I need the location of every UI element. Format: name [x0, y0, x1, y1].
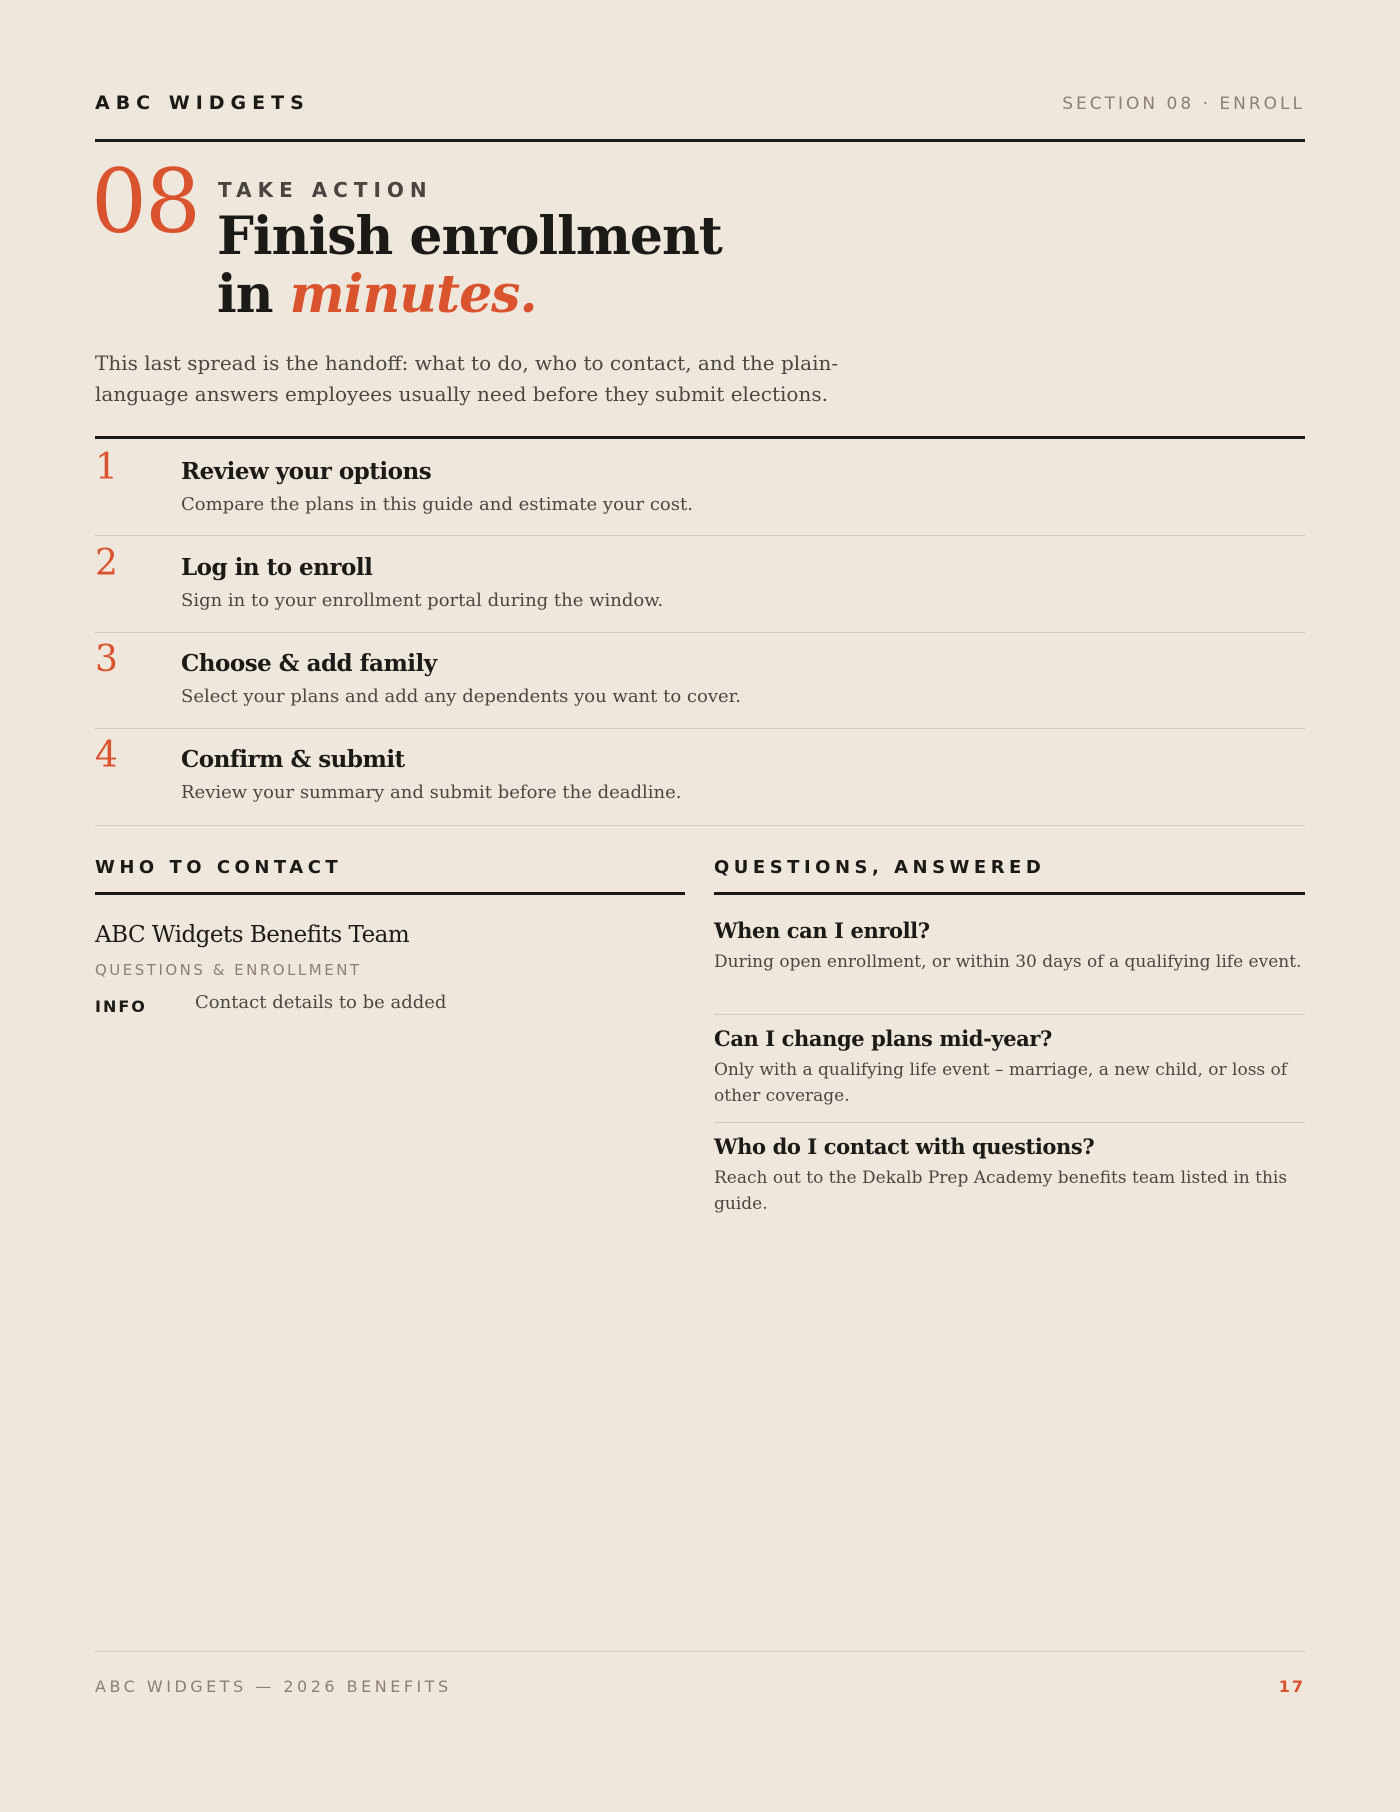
- faq-question: When can I enroll?: [714, 918, 930, 943]
- step-item: [95, 632, 1305, 728]
- step-divider: [95, 825, 1305, 826]
- step-number: 2: [95, 543, 118, 584]
- footer-label: ABC WIDGETS — 2026 BENEFITS: [95, 1677, 452, 1696]
- eyebrow-label: TAKE ACTION: [218, 178, 433, 202]
- section-number: 08: [91, 150, 199, 253]
- step-title: Choose & add family: [181, 650, 437, 677]
- page: [91, 0, 1305, 1812]
- contact-subtitle: QUESTIONS & ENROLLMENT: [95, 961, 362, 979]
- page-number: 17: [1278, 1677, 1305, 1696]
- title-line-2: [217, 266, 722, 324]
- title-accent: minutes.: [289, 264, 537, 325]
- faq-answer: During open enrollment, or within 30 days of a qualifying life event.: [714, 952, 1302, 972]
- step-number: 3: [95, 639, 118, 680]
- section-label: SECTION 08 · ENROLL: [1062, 94, 1305, 114]
- faq-item: [714, 918, 1305, 975]
- contact-heading-divider: [95, 892, 685, 895]
- faq-divider: [714, 1014, 1305, 1015]
- steps-top-divider: [95, 436, 1305, 439]
- faq-question: Who do I contact with questions?: [714, 1134, 1095, 1159]
- step-number: 4: [95, 735, 118, 776]
- step-item: [95, 536, 1305, 632]
- info-value: Contact details to be added: [195, 992, 447, 1013]
- step-number: 1: [95, 447, 118, 488]
- contact-heading: WHO TO CONTACT: [95, 857, 343, 878]
- info-label: INFO: [95, 997, 147, 1016]
- footer-divider: [95, 1651, 1305, 1652]
- faq-item: [714, 1026, 1305, 1109]
- step-item: [95, 728, 1305, 824]
- page-header: [95, 92, 1305, 116]
- title-line-1: Finish enrollment: [217, 206, 722, 267]
- step-item: [95, 440, 1305, 536]
- step-description: Select your plans and add any dependents you want to cover.: [181, 686, 741, 707]
- step-description: Review your summary and submit before the deadline.: [181, 782, 682, 803]
- page-title: [217, 208, 722, 324]
- brand-name: ABC WIDGETS: [95, 92, 310, 114]
- step-title: Review your options: [181, 458, 432, 485]
- faq-heading: QUESTIONS, ANSWERED: [714, 857, 1046, 878]
- step-title: Log in to enroll: [181, 554, 373, 581]
- step-title: Confirm & submit: [181, 746, 405, 773]
- faq-item: [714, 1134, 1305, 1217]
- faq-heading-divider: [714, 892, 1305, 895]
- title-line-2-prefix: in: [217, 264, 290, 325]
- step-description: Compare the plans in this guide and estimate your cost.: [181, 494, 693, 515]
- intro-paragraph: This last spread is the handoff: what to do, who to contact, and the plain-language answers employees usually need before they submit elections.: [95, 351, 839, 406]
- contact-team-name: ABC Widgets Benefits Team: [95, 922, 410, 948]
- faq-answer: Only with a qualifying life event – marriage, a new child, or loss of other coverage.: [714, 1060, 1288, 1106]
- faq-question: Can I change plans mid-year?: [714, 1026, 1052, 1051]
- faq-answer: Reach out to the Dekalb Prep Academy benefits team listed in this guide.: [714, 1168, 1288, 1214]
- header-divider: [95, 139, 1305, 142]
- faq-divider: [714, 1122, 1305, 1123]
- step-description: Sign in to your enrollment portal during the window.: [181, 590, 664, 611]
